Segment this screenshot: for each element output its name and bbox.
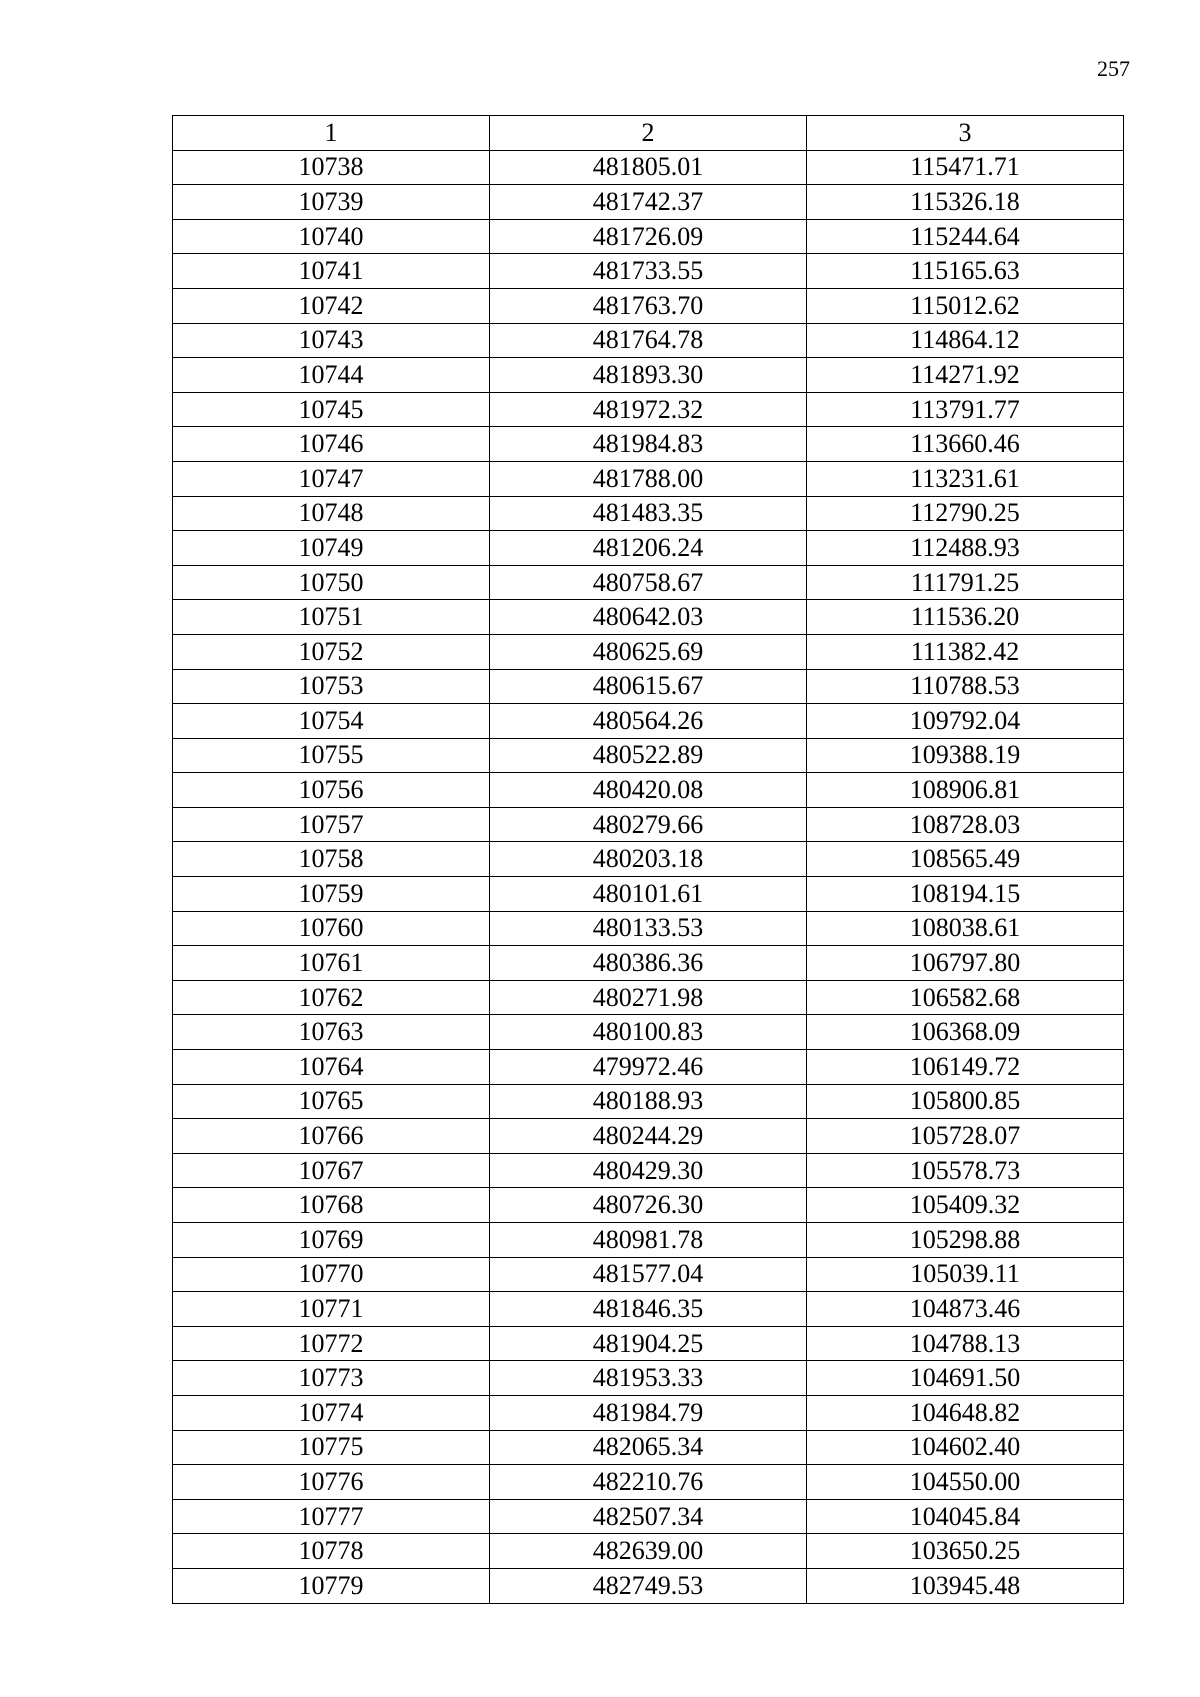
table-cell-col-2: 481846.35 — [490, 1292, 807, 1327]
table-row — [173, 738, 1124, 773]
table-cell-col-2: 482210.76 — [490, 1465, 807, 1500]
table-cell-col-1: 10753 — [173, 669, 490, 704]
table-cell-col-2: 480429.30 — [490, 1153, 807, 1188]
table-cell-col-2: 480726.30 — [490, 1188, 807, 1223]
table-cell-col-2: 480271.98 — [490, 980, 807, 1015]
table-cell-col-3: 108038.61 — [807, 911, 1124, 946]
table-cell-col-1: 10765 — [173, 1084, 490, 1119]
table-cell-col-3: 108728.03 — [807, 807, 1124, 842]
table-cell-col-1: 10738 — [173, 150, 490, 185]
table-row — [173, 461, 1124, 496]
table-cell-col-3: 106582.68 — [807, 980, 1124, 1015]
table-row — [173, 1292, 1124, 1327]
table-row — [173, 634, 1124, 669]
table-row — [173, 1153, 1124, 1188]
table-cell-col-1: 10751 — [173, 600, 490, 635]
table-row — [173, 1223, 1124, 1258]
column-header-3: 3 — [807, 116, 1124, 151]
table-cell-col-2: 480386.36 — [490, 946, 807, 981]
table-cell-col-1: 10769 — [173, 1223, 490, 1258]
table-row — [173, 877, 1124, 912]
table-cell-col-1: 10744 — [173, 358, 490, 393]
table-cell-col-2: 480100.83 — [490, 1015, 807, 1050]
table-row — [173, 185, 1124, 220]
column-header-1: 1 — [173, 116, 490, 151]
table-cell-col-1: 10761 — [173, 946, 490, 981]
table-row — [173, 1465, 1124, 1500]
table-cell-col-3: 113660.46 — [807, 427, 1124, 462]
table-cell-col-3: 115326.18 — [807, 185, 1124, 220]
table-cell-col-1: 10763 — [173, 1015, 490, 1050]
table-cell-col-2: 481742.37 — [490, 185, 807, 220]
table-cell-col-3: 104873.46 — [807, 1292, 1124, 1327]
table-cell-col-3: 104788.13 — [807, 1326, 1124, 1361]
table-cell-col-3: 105800.85 — [807, 1084, 1124, 1119]
table-cell-col-1: 10742 — [173, 288, 490, 323]
table-cell-col-2: 481953.33 — [490, 1361, 807, 1396]
table-row — [173, 150, 1124, 185]
table-cell-col-2: 480244.29 — [490, 1119, 807, 1154]
table-row — [173, 1257, 1124, 1292]
table-row — [173, 1499, 1124, 1534]
table-row — [173, 427, 1124, 462]
table-cell-col-2: 481972.32 — [490, 392, 807, 427]
table-cell-col-2: 481733.55 — [490, 254, 807, 289]
table-row — [173, 358, 1124, 393]
table-row — [173, 807, 1124, 842]
table-cell-col-2: 481726.09 — [490, 219, 807, 254]
table-cell-col-1: 10764 — [173, 1050, 490, 1085]
table-cell-col-3: 104691.50 — [807, 1361, 1124, 1396]
table-row — [173, 1188, 1124, 1223]
table-cell-col-1: 10767 — [173, 1153, 490, 1188]
table-cell-col-3: 108906.81 — [807, 773, 1124, 808]
table-cell-col-3: 106797.80 — [807, 946, 1124, 981]
column-header-2: 2 — [490, 116, 807, 151]
table-row — [173, 1119, 1124, 1154]
table-cell-col-3: 104550.00 — [807, 1465, 1124, 1500]
table-cell-col-2: 480615.67 — [490, 669, 807, 704]
table-cell-col-2: 481805.01 — [490, 150, 807, 185]
table-row — [173, 1084, 1124, 1119]
table-cell-col-1: 10776 — [173, 1465, 490, 1500]
table-row — [173, 565, 1124, 600]
table-cell-col-1: 10773 — [173, 1361, 490, 1396]
table-cell-col-2: 481984.83 — [490, 427, 807, 462]
table-row — [173, 1326, 1124, 1361]
table-body — [173, 150, 1124, 1603]
table-cell-col-1: 10749 — [173, 531, 490, 566]
table-cell-col-2: 480203.18 — [490, 842, 807, 877]
table-row — [173, 911, 1124, 946]
table-cell-col-1: 10746 — [173, 427, 490, 462]
table-row — [173, 1050, 1124, 1085]
table-cell-col-2: 481483.35 — [490, 496, 807, 531]
table-cell-col-1: 10772 — [173, 1326, 490, 1361]
table-cell-col-2: 481764.78 — [490, 323, 807, 358]
table-cell-col-1: 10747 — [173, 461, 490, 496]
table-cell-col-3: 103945.48 — [807, 1568, 1124, 1603]
table-row — [173, 219, 1124, 254]
table-cell-col-3: 104045.84 — [807, 1499, 1124, 1534]
table-cell-col-1: 10771 — [173, 1292, 490, 1327]
table-cell-col-2: 481577.04 — [490, 1257, 807, 1292]
table-row — [173, 773, 1124, 808]
table-cell-col-3: 108565.49 — [807, 842, 1124, 877]
table-cell-col-2: 480133.53 — [490, 911, 807, 946]
table-row — [173, 1534, 1124, 1569]
table-cell-col-2: 482065.34 — [490, 1430, 807, 1465]
table-row — [173, 254, 1124, 289]
table-cell-col-2: 481984.79 — [490, 1395, 807, 1430]
table-cell-col-3: 105409.32 — [807, 1188, 1124, 1223]
table-row — [173, 392, 1124, 427]
table-cell-col-2: 479972.46 — [490, 1050, 807, 1085]
table-cell-col-1: 10760 — [173, 911, 490, 946]
table-cell-col-3: 109388.19 — [807, 738, 1124, 773]
table-cell-col-3: 104648.82 — [807, 1395, 1124, 1430]
table-cell-col-2: 480420.08 — [490, 773, 807, 808]
table-cell-col-1: 10779 — [173, 1568, 490, 1603]
table-cell-col-2: 480279.66 — [490, 807, 807, 842]
table-cell-col-2: 482639.00 — [490, 1534, 807, 1569]
table-cell-col-2: 480522.89 — [490, 738, 807, 773]
table-cell-col-1: 10752 — [173, 634, 490, 669]
coordinates-table — [172, 115, 1124, 1604]
table-row — [173, 946, 1124, 981]
table-row — [173, 842, 1124, 877]
table-cell-col-2: 481904.25 — [490, 1326, 807, 1361]
table-cell-col-3: 105039.11 — [807, 1257, 1124, 1292]
table-cell-col-3: 112790.25 — [807, 496, 1124, 531]
table-row — [173, 288, 1124, 323]
table-cell-col-3: 115012.62 — [807, 288, 1124, 323]
table-cell-col-1: 10750 — [173, 565, 490, 600]
table-row — [173, 600, 1124, 635]
table-cell-col-1: 10757 — [173, 807, 490, 842]
table-cell-col-1: 10768 — [173, 1188, 490, 1223]
table-cell-col-1: 10739 — [173, 185, 490, 220]
table-cell-col-1: 10770 — [173, 1257, 490, 1292]
table-cell-col-1: 10758 — [173, 842, 490, 877]
table-cell-col-3: 106368.09 — [807, 1015, 1124, 1050]
table-cell-col-1: 10778 — [173, 1534, 490, 1569]
table-cell-col-2: 480642.03 — [490, 600, 807, 635]
table-cell-col-1: 10766 — [173, 1119, 490, 1154]
table-cell-col-3: 104602.40 — [807, 1430, 1124, 1465]
table-cell-col-2: 480981.78 — [490, 1223, 807, 1258]
table-cell-col-2: 481788.00 — [490, 461, 807, 496]
table-cell-col-2: 480758.67 — [490, 565, 807, 600]
table-row — [173, 496, 1124, 531]
table-cell-col-3: 111536.20 — [807, 600, 1124, 635]
table-cell-col-1: 10759 — [173, 877, 490, 912]
table-cell-col-3: 111791.25 — [807, 565, 1124, 600]
table-row — [173, 1430, 1124, 1465]
table-cell-col-3: 108194.15 — [807, 877, 1124, 912]
table-cell-col-1: 10775 — [173, 1430, 490, 1465]
table-cell-col-3: 115471.71 — [807, 150, 1124, 185]
table-cell-col-2: 481763.70 — [490, 288, 807, 323]
table-cell-col-2: 482749.53 — [490, 1568, 807, 1603]
table-cell-col-2: 480101.61 — [490, 877, 807, 912]
table-cell-col-2: 482507.34 — [490, 1499, 807, 1534]
table-cell-col-1: 10777 — [173, 1499, 490, 1534]
table-cell-col-3: 106149.72 — [807, 1050, 1124, 1085]
table-row — [173, 323, 1124, 358]
table-cell-col-3: 105298.88 — [807, 1223, 1124, 1258]
table-cell-col-3: 109792.04 — [807, 704, 1124, 739]
table-row — [173, 1015, 1124, 1050]
table-cell-col-3: 115165.63 — [807, 254, 1124, 289]
table-row — [173, 704, 1124, 739]
table-cell-col-2: 480625.69 — [490, 634, 807, 669]
table-cell-col-1: 10741 — [173, 254, 490, 289]
table-cell-col-1: 10740 — [173, 219, 490, 254]
table-row — [173, 669, 1124, 704]
table-cell-col-1: 10774 — [173, 1395, 490, 1430]
table-cell-col-1: 10755 — [173, 738, 490, 773]
table-cell-col-3: 114864.12 — [807, 323, 1124, 358]
table-cell-col-2: 480188.93 — [490, 1084, 807, 1119]
table-cell-col-1: 10743 — [173, 323, 490, 358]
table-cell-col-2: 481893.30 — [490, 358, 807, 393]
table-cell-col-2: 481206.24 — [490, 531, 807, 566]
table-cell-col-3: 112488.93 — [807, 531, 1124, 566]
table-row — [173, 1395, 1124, 1430]
table-cell-col-3: 113791.77 — [807, 392, 1124, 427]
table-cell-col-3: 103650.25 — [807, 1534, 1124, 1569]
table-row — [173, 1568, 1124, 1603]
table-row — [173, 531, 1124, 566]
table-row — [173, 1361, 1124, 1396]
table-cell-col-3: 111382.42 — [807, 634, 1124, 669]
table-cell-col-3: 113231.61 — [807, 461, 1124, 496]
table-cell-col-3: 105578.73 — [807, 1153, 1124, 1188]
table-cell-col-1: 10762 — [173, 980, 490, 1015]
table-cell-col-2: 480564.26 — [490, 704, 807, 739]
table-cell-col-1: 10748 — [173, 496, 490, 531]
table-cell-col-3: 115244.64 — [807, 219, 1124, 254]
table-cell-col-1: 10745 — [173, 392, 490, 427]
table-cell-col-3: 110788.53 — [807, 669, 1124, 704]
table-cell-col-3: 105728.07 — [807, 1119, 1124, 1154]
table-cell-col-1: 10754 — [173, 704, 490, 739]
page-number: 257 — [1097, 56, 1130, 81]
table-cell-col-1: 10756 — [173, 773, 490, 808]
table-row — [173, 980, 1124, 1015]
table-header-row — [173, 116, 1124, 151]
table-cell-col-3: 114271.92 — [807, 358, 1124, 393]
